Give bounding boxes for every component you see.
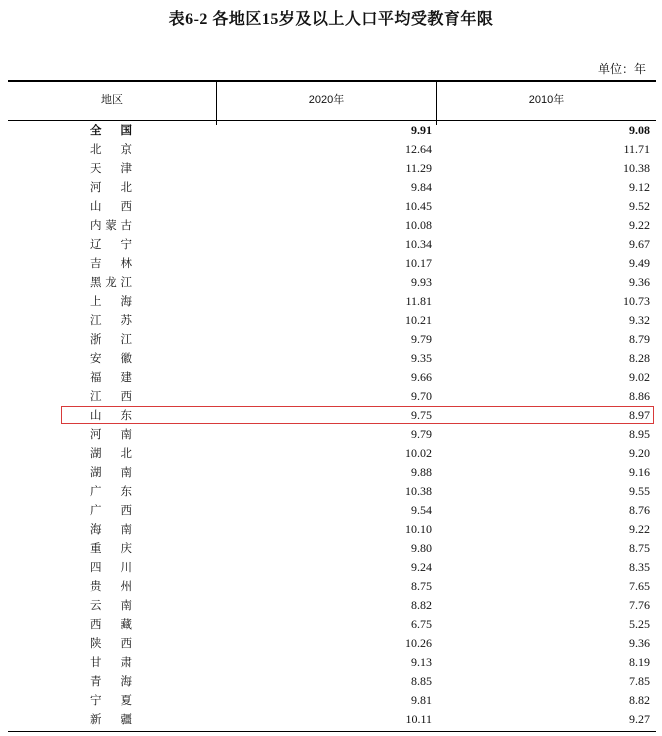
row-highlight-box bbox=[61, 406, 654, 424]
bottom-rule bbox=[8, 731, 656, 732]
value-2020-cell: 10.26 bbox=[405, 636, 432, 650]
value-2020-cell: 10.17 bbox=[405, 256, 432, 270]
region-cell: 江西 bbox=[90, 389, 132, 403]
value-2010-cell: 8.86 bbox=[629, 389, 650, 403]
table-row bbox=[8, 520, 656, 539]
table-row bbox=[8, 273, 656, 292]
table-row bbox=[8, 577, 656, 596]
value-2020-cell: 10.45 bbox=[405, 199, 432, 213]
table-row bbox=[8, 387, 656, 406]
value-2010-cell: 8.19 bbox=[629, 655, 650, 669]
table-row bbox=[8, 539, 656, 558]
value-2010-cell: 8.95 bbox=[629, 427, 650, 441]
table-row bbox=[8, 672, 656, 691]
region-cell: 辽宁 bbox=[90, 237, 132, 251]
value-2010-cell: 9.67 bbox=[629, 237, 650, 251]
table-row bbox=[8, 140, 656, 159]
value-2010-cell: 9.52 bbox=[629, 199, 650, 213]
value-2010-cell: 8.35 bbox=[629, 560, 650, 574]
table-row bbox=[8, 254, 656, 273]
table-row bbox=[8, 634, 656, 653]
region-cell: 河北 bbox=[90, 180, 132, 194]
value-2010-cell: 7.76 bbox=[629, 598, 650, 612]
table-row bbox=[8, 444, 656, 463]
table-row bbox=[8, 653, 656, 672]
value-2010-cell: 8.82 bbox=[629, 693, 650, 707]
region-cell: 青海 bbox=[90, 674, 132, 688]
table-row bbox=[8, 425, 656, 444]
table-row bbox=[8, 216, 656, 235]
value-2020-cell: 9.91 bbox=[411, 123, 432, 137]
value-2010-cell: 9.16 bbox=[629, 465, 650, 479]
region-cell: 海南 bbox=[90, 522, 132, 536]
value-2020-cell: 8.75 bbox=[411, 579, 432, 593]
region-cell: 重庆 bbox=[90, 541, 132, 555]
value-2010-cell: 8.76 bbox=[629, 503, 650, 517]
table-row bbox=[8, 349, 656, 368]
table-row bbox=[8, 368, 656, 387]
value-2020-cell: 9.66 bbox=[411, 370, 432, 384]
region-cell: 福建 bbox=[90, 370, 132, 384]
value-2010-cell: 9.27 bbox=[629, 712, 650, 726]
value-2020-cell: 10.11 bbox=[405, 712, 432, 726]
table-row bbox=[8, 121, 656, 140]
table-row bbox=[8, 292, 656, 311]
value-2010-cell: 9.32 bbox=[629, 313, 650, 327]
value-2020-cell: 9.13 bbox=[411, 655, 432, 669]
region-cell: 甘肃 bbox=[90, 655, 132, 669]
value-2020-cell: 10.10 bbox=[405, 522, 432, 536]
table-row bbox=[8, 330, 656, 349]
value-2020-cell: 10.21 bbox=[405, 313, 432, 327]
region-cell: 北京 bbox=[90, 142, 132, 156]
value-2020-cell: 6.75 bbox=[411, 617, 432, 631]
table-title: 表6-2 各地区15岁及以上人口平均受教育年限 bbox=[168, 11, 494, 28]
region-cell: 新疆 bbox=[90, 712, 132, 726]
data-table bbox=[8, 80, 656, 732]
value-2020-cell: 9.79 bbox=[411, 332, 432, 346]
region-cell: 内蒙古 bbox=[90, 218, 132, 232]
region-cell: 广东 bbox=[90, 484, 132, 498]
value-2010-cell: 10.38 bbox=[623, 161, 650, 175]
value-2010-cell: 9.22 bbox=[629, 218, 650, 232]
value-2020-cell: 9.35 bbox=[411, 351, 432, 365]
region-cell: 宁夏 bbox=[90, 693, 132, 707]
region-cell: 四川 bbox=[90, 560, 132, 574]
value-2010-cell: 7.65 bbox=[629, 579, 650, 593]
value-2010-cell: 8.79 bbox=[629, 332, 650, 346]
region-cell: 黑龙江 bbox=[90, 275, 132, 289]
region-cell: 安徽 bbox=[90, 351, 132, 365]
region-cell: 湖南 bbox=[90, 465, 132, 479]
region-cell: 广西 bbox=[90, 503, 132, 517]
region-cell: 全国 bbox=[90, 123, 132, 137]
region-cell: 云南 bbox=[90, 598, 132, 612]
value-2010-cell: 9.08 bbox=[629, 123, 650, 137]
table-row bbox=[8, 558, 656, 577]
value-2010-cell: 8.97 bbox=[629, 408, 650, 422]
column-header-2020: 2020年 bbox=[308, 94, 345, 106]
unit-label: 单位：年 bbox=[597, 62, 646, 76]
region-cell: 湖北 bbox=[90, 446, 132, 460]
table-row bbox=[8, 311, 656, 330]
value-2020-cell: 9.54 bbox=[411, 503, 432, 517]
table-row bbox=[8, 482, 656, 501]
table-row bbox=[8, 197, 656, 216]
value-2010-cell: 10.73 bbox=[623, 294, 650, 308]
region-cell: 河南 bbox=[90, 427, 132, 441]
value-2020-cell: 9.79 bbox=[411, 427, 432, 441]
table-row bbox=[8, 615, 656, 634]
region-cell: 西藏 bbox=[90, 617, 132, 631]
table-row bbox=[8, 710, 656, 729]
value-2020-cell: 8.82 bbox=[411, 598, 432, 612]
value-2020-cell: 12.64 bbox=[405, 142, 432, 156]
value-2020-cell: 8.85 bbox=[411, 674, 432, 688]
value-2010-cell: 9.02 bbox=[629, 370, 650, 384]
region-cell: 江苏 bbox=[90, 313, 132, 327]
value-2010-cell: 9.20 bbox=[629, 446, 650, 460]
value-2020-cell: 10.02 bbox=[405, 446, 432, 460]
table-row bbox=[8, 159, 656, 178]
value-2010-cell: 9.49 bbox=[629, 256, 650, 270]
value-2020-cell: 9.88 bbox=[411, 465, 432, 479]
value-2020-cell: 9.24 bbox=[411, 560, 432, 574]
value-2010-cell: 11.71 bbox=[623, 142, 650, 156]
value-2010-cell: 7.85 bbox=[629, 674, 650, 688]
table-row bbox=[8, 691, 656, 710]
value-2010-cell: 8.75 bbox=[629, 541, 650, 555]
table-row bbox=[8, 501, 656, 520]
region-cell: 陕西 bbox=[90, 636, 132, 650]
table-row bbox=[8, 596, 656, 615]
region-cell: 上海 bbox=[90, 294, 132, 308]
value-2020-cell: 10.38 bbox=[405, 484, 432, 498]
value-2020-cell: 11.81 bbox=[405, 294, 432, 308]
value-2020-cell: 9.75 bbox=[411, 408, 432, 422]
value-2010-cell: 9.22 bbox=[629, 522, 650, 536]
value-2010-cell: 8.28 bbox=[629, 351, 650, 365]
value-2010-cell: 5.25 bbox=[629, 617, 650, 631]
value-2020-cell: 9.81 bbox=[411, 693, 432, 707]
column-header-region: 地区 bbox=[101, 94, 123, 106]
value-2010-cell: 9.36 bbox=[629, 275, 650, 289]
value-2020-cell: 11.29 bbox=[405, 161, 432, 175]
region-cell: 贵州 bbox=[90, 579, 132, 593]
value-2020-cell: 9.80 bbox=[411, 541, 432, 555]
value-2010-cell: 9.36 bbox=[629, 636, 650, 650]
region-cell: 山西 bbox=[90, 199, 132, 213]
region-cell: 山东 bbox=[90, 408, 132, 422]
value-2020-cell: 10.34 bbox=[405, 237, 432, 251]
value-2020-cell: 9.93 bbox=[411, 275, 432, 289]
table-row bbox=[8, 463, 656, 482]
value-2010-cell: 9.12 bbox=[629, 180, 650, 194]
table-row bbox=[8, 178, 656, 197]
value-2010-cell: 9.55 bbox=[629, 484, 650, 498]
value-2020-cell: 10.08 bbox=[405, 218, 432, 232]
region-cell: 浙江 bbox=[90, 332, 132, 346]
table-row bbox=[8, 235, 656, 254]
region-cell: 天津 bbox=[90, 161, 132, 175]
region-cell: 吉林 bbox=[90, 256, 132, 270]
value-2020-cell: 9.70 bbox=[411, 389, 432, 403]
column-header-2010: 2010年 bbox=[528, 94, 565, 106]
value-2020-cell: 9.84 bbox=[411, 180, 432, 194]
